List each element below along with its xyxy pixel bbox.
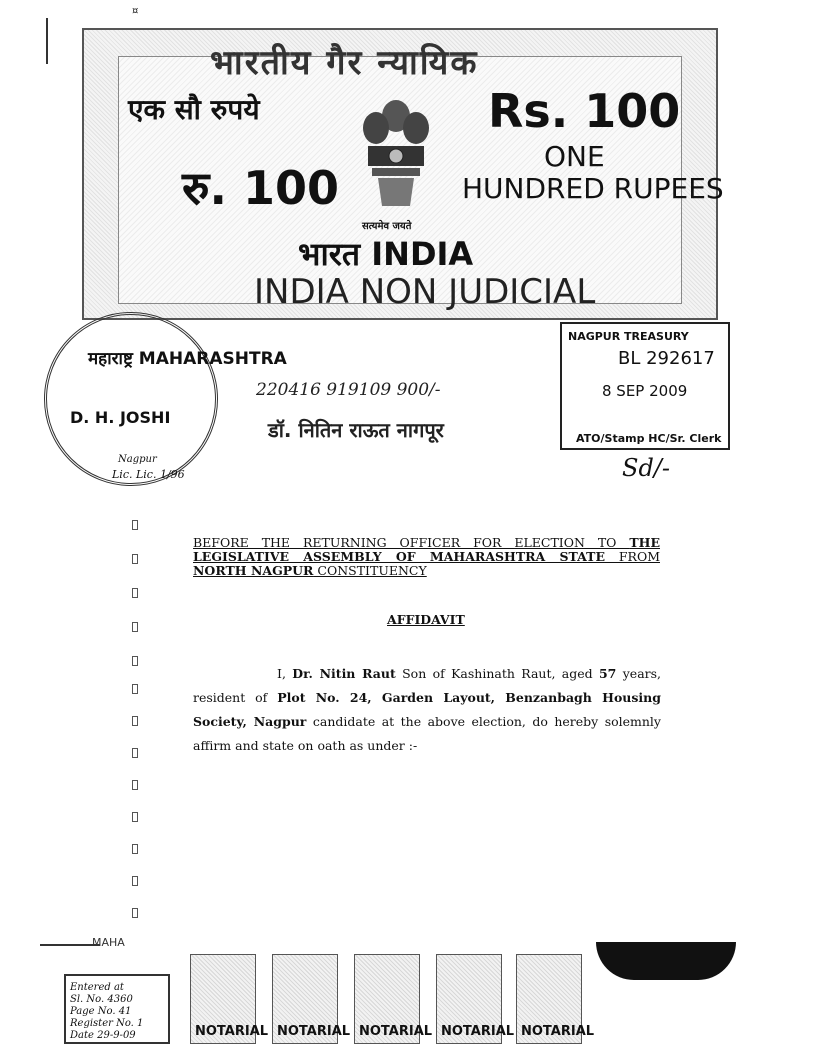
para-text-2: Son of Kashinath Raut, aged — [395, 666, 599, 681]
register-date: Date 29-9-09 — [70, 1030, 136, 1041]
ashoka-emblem-icon — [358, 94, 434, 214]
notarial-label: NOTARIAL — [359, 1024, 433, 1039]
page-mark: ¤ — [132, 6, 139, 17]
treasury-date: 8 SEP 2009 — [602, 382, 688, 400]
margin-tick — [132, 588, 138, 598]
margin-tick — [132, 684, 138, 694]
margin-tick — [132, 844, 138, 854]
heading-part-5: CONSTITUENCY — [313, 563, 427, 578]
stamp-value-words-1: ONE — [544, 140, 605, 173]
stamp-motto: सत्यमेव जयते — [362, 221, 412, 232]
register-stamp — [64, 974, 170, 1044]
heading-part-4: NORTH NAGPUR — [193, 563, 314, 578]
margin-tick — [132, 656, 138, 666]
margin-tick — [132, 748, 138, 758]
margin-tick — [132, 520, 138, 530]
margin-tick — [132, 780, 138, 790]
notarial-stamp — [436, 954, 515, 1044]
document-title: AFFIDAVIT — [387, 612, 465, 627]
notarial-label: NOTARIAL — [441, 1024, 515, 1039]
stamp-value-words-2: HUNDRED RUPEES — [462, 172, 724, 205]
margin-line — [46, 18, 48, 64]
notarial-label: NOTARIAL — [521, 1024, 595, 1039]
stamp-value-ru: रु. 100 — [182, 161, 340, 215]
notary-place: Nagpur — [118, 454, 157, 465]
register-number: Register No. 1 — [70, 1018, 144, 1029]
treasury-title: NAGPUR TREASURY — [568, 330, 689, 343]
treasury-stamp — [560, 322, 730, 450]
handwritten-serial: 220416 919109 900/- — [256, 380, 441, 400]
treasury-serial: BL 292617 — [618, 348, 715, 369]
margin-tick — [132, 908, 138, 918]
register-sl-no: Sl. No. 4360 — [70, 994, 133, 1005]
margin-tick — [132, 554, 138, 564]
para-text-1: I, — [277, 666, 293, 681]
margin-tick — [132, 716, 138, 726]
affidavit-paragraph — [193, 662, 661, 758]
heading-part-1: BEFORE THE RETURNING OFFICER FOR ELECTION TO — [193, 535, 630, 550]
register-entered: Entered at — [70, 982, 124, 993]
heading-part-2: THE LEGISLATIVE ASSEMBLY OF MAHARASHTRA STATE — [193, 535, 660, 564]
stamp-state: महाराष्ट्र MAHARASHTRA — [88, 349, 287, 369]
stamp-value-rs: Rs. 100 — [488, 84, 681, 138]
para-text-3: years, resident of — [193, 666, 662, 705]
notary-license: Lic. Lic. 1/96 — [112, 468, 185, 481]
deponent-address: Plot No. 24, Garden Layout, Benzanbagh Housing Society, Nagpur — [193, 690, 661, 729]
stamp-value-hindi: एक सौ रुपये — [128, 93, 260, 126]
notarial-label: NOTARIAL — [277, 1024, 351, 1039]
notary-seal-text: D. H. JOSHI — [70, 408, 171, 427]
margin-tick — [132, 622, 138, 632]
stamp-header-hindi: भारतीय गैर न्यायिक — [210, 43, 479, 83]
treasury-officer: ATO/Stamp HC/Sr. Clerk — [576, 432, 722, 445]
notarial-stamp — [354, 954, 433, 1044]
margin-tick — [132, 812, 138, 822]
notarial-label: NOTARIAL — [195, 1024, 269, 1039]
handwritten-name: डॉ. नितिन राऊत नागपूर — [268, 418, 444, 442]
bottom-rule — [40, 944, 100, 946]
signature: Sd/- — [622, 454, 670, 482]
deponent-age: 57 — [598, 666, 617, 681]
ink-seal-blot — [596, 942, 736, 980]
document-heading — [193, 536, 660, 578]
seal-fragment: MAHA — [92, 936, 125, 949]
notarial-stamp — [272, 954, 351, 1044]
heading-part-3: FROM — [604, 549, 660, 564]
register-page-no: Page No. 41 — [70, 1006, 132, 1017]
margin-tick — [132, 876, 138, 886]
stamp-non-judicial: INDIA NON JUDICIAL — [254, 272, 596, 312]
notarial-stamp — [190, 954, 269, 1044]
stamp-bharat-india: भारत INDIA — [298, 235, 474, 273]
deponent-name: Dr. Nitin Raut — [292, 666, 396, 681]
notarial-stamp — [516, 954, 595, 1044]
para-text-4: candidate at the above election, do hereby solemnly affirm and state on oath as under :- — [193, 714, 661, 753]
